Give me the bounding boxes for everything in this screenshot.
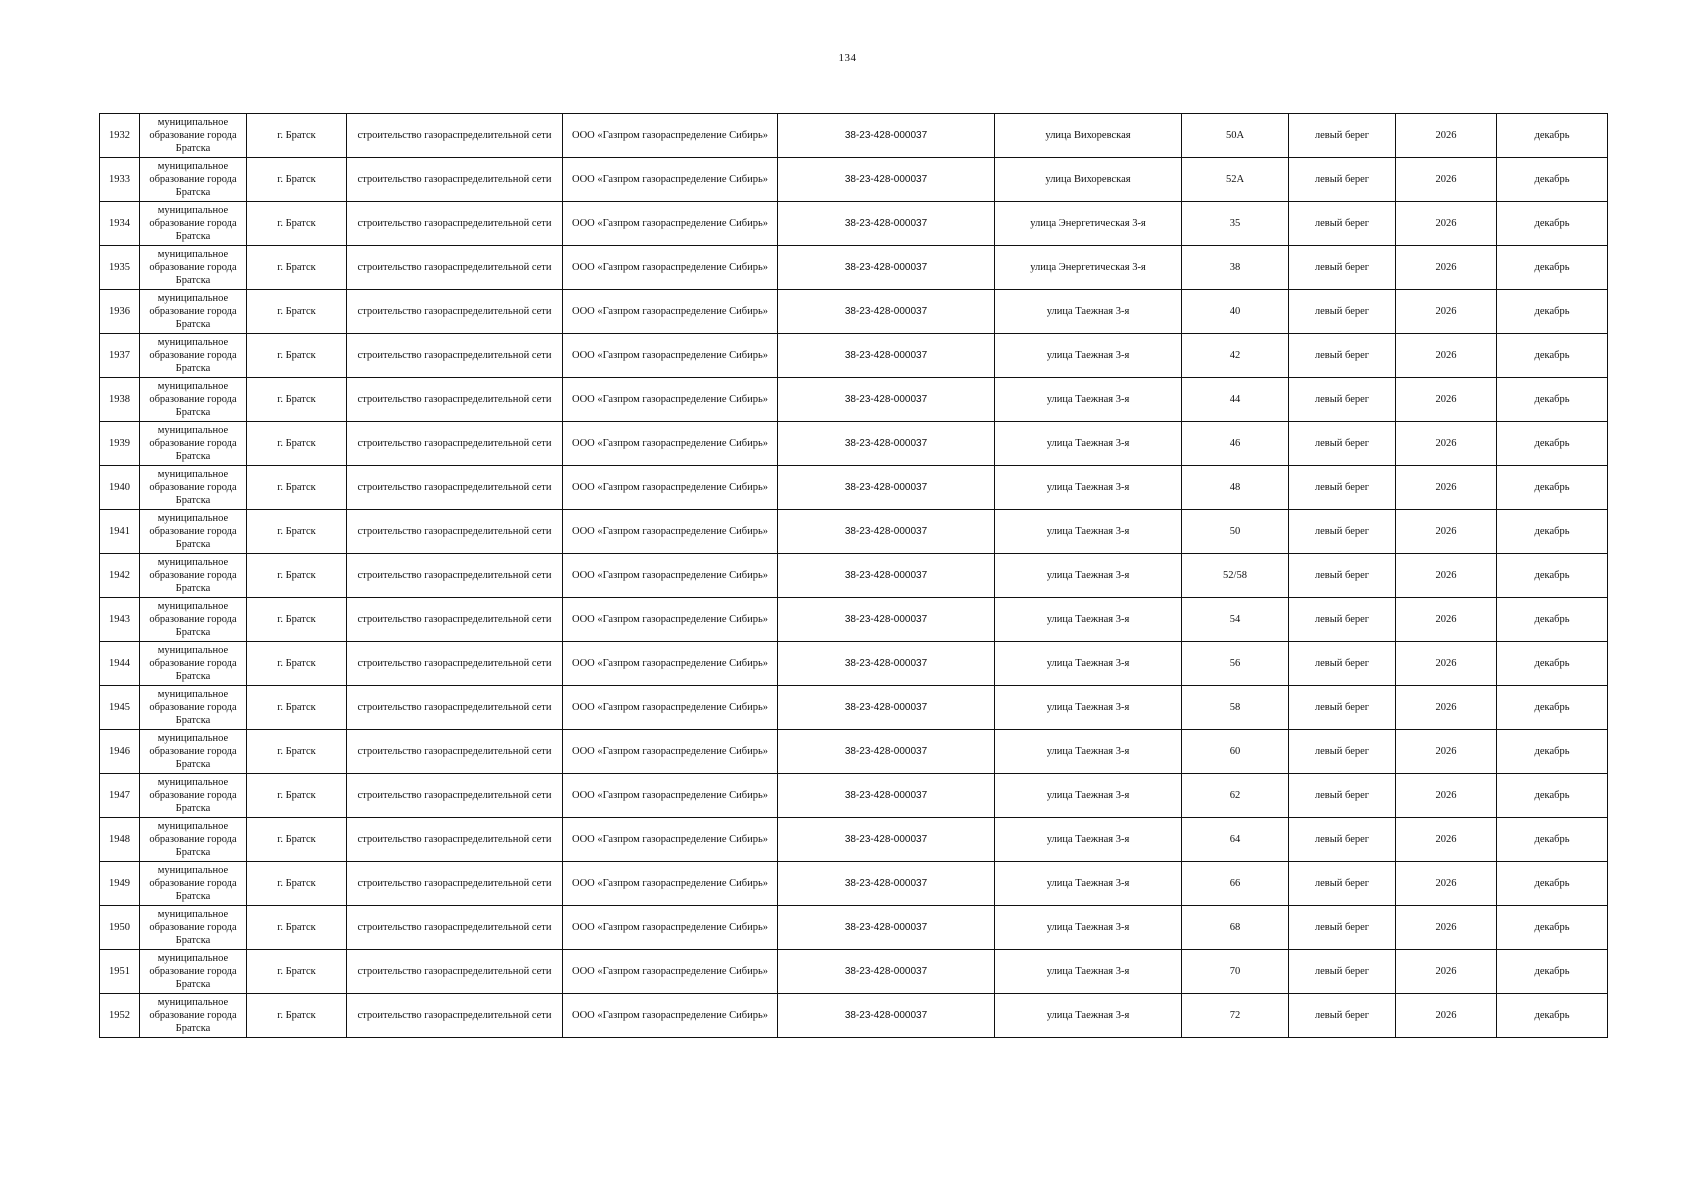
- river-bank-cell: левый берег: [1289, 642, 1396, 686]
- city-cell: г. Братск: [247, 598, 347, 642]
- street-cell: улица Таежная 3-я: [995, 466, 1182, 510]
- object-code-cell: 38-23-428-000037: [778, 730, 995, 774]
- municipality-cell: муниципальное образование города Братска: [140, 334, 247, 378]
- river-bank-cell: левый берег: [1289, 202, 1396, 246]
- object-code-cell: 38-23-428-000037: [778, 774, 995, 818]
- house-number-cell: 35: [1182, 202, 1289, 246]
- object-code-cell: 38-23-428-000037: [778, 510, 995, 554]
- year-cell: 2026: [1396, 994, 1497, 1038]
- year-cell: 2026: [1396, 510, 1497, 554]
- object-code-cell: 38-23-428-000037: [778, 334, 995, 378]
- city-cell: г. Братск: [247, 554, 347, 598]
- work-type-cell: строительство газораспределительной сети: [347, 114, 563, 158]
- municipality-cell: муниципальное образование города Братска: [140, 510, 247, 554]
- municipality-cell: муниципальное образование города Братска: [140, 730, 247, 774]
- city-cell: г. Братск: [247, 994, 347, 1038]
- work-type-cell: строительство газораспределительной сети: [347, 554, 563, 598]
- organization-cell: ООО «Газпром газораспределение Сибирь»: [563, 378, 778, 422]
- organization-cell: ООО «Газпром газораспределение Сибирь»: [563, 202, 778, 246]
- street-cell: улица Таежная 3-я: [995, 906, 1182, 950]
- work-type-cell: строительство газораспределительной сети: [347, 378, 563, 422]
- year-cell: 2026: [1396, 202, 1497, 246]
- house-number-cell: 40: [1182, 290, 1289, 334]
- organization-cell: ООО «Газпром газораспределение Сибирь»: [563, 994, 778, 1038]
- municipality-cell: муниципальное образование города Братска: [140, 554, 247, 598]
- table-row: [100, 730, 1608, 774]
- river-bank-cell: левый берег: [1289, 554, 1396, 598]
- house-number-cell: 72: [1182, 994, 1289, 1038]
- work-type-cell: строительство газораспределительной сети: [347, 422, 563, 466]
- month-cell: декабрь: [1497, 334, 1608, 378]
- month-cell: декабрь: [1497, 378, 1608, 422]
- month-cell: декабрь: [1497, 818, 1608, 862]
- river-bank-cell: левый берег: [1289, 510, 1396, 554]
- table-row: [100, 642, 1608, 686]
- table-row: [100, 994, 1608, 1038]
- gasification-schedule-table: [99, 113, 1608, 1038]
- house-number-cell: 56: [1182, 642, 1289, 686]
- house-number-cell: 38: [1182, 246, 1289, 290]
- row-number-cell: 1943: [100, 598, 140, 642]
- month-cell: декабрь: [1497, 906, 1608, 950]
- city-cell: г. Братск: [247, 114, 347, 158]
- municipality-cell: муниципальное образование города Братска: [140, 290, 247, 334]
- month-cell: декабрь: [1497, 202, 1608, 246]
- row-number-cell: 1935: [100, 246, 140, 290]
- month-cell: декабрь: [1497, 466, 1608, 510]
- river-bank-cell: левый берег: [1289, 422, 1396, 466]
- city-cell: г. Братск: [247, 290, 347, 334]
- row-number-cell: 1946: [100, 730, 140, 774]
- street-cell: улица Таежная 3-я: [995, 422, 1182, 466]
- object-code-cell: 38-23-428-000037: [778, 466, 995, 510]
- organization-cell: ООО «Газпром газораспределение Сибирь»: [563, 862, 778, 906]
- year-cell: 2026: [1396, 818, 1497, 862]
- year-cell: 2026: [1396, 334, 1497, 378]
- row-number-cell: 1938: [100, 378, 140, 422]
- house-number-cell: 68: [1182, 906, 1289, 950]
- river-bank-cell: левый берег: [1289, 158, 1396, 202]
- house-number-cell: 62: [1182, 774, 1289, 818]
- table-row: [100, 510, 1608, 554]
- object-code-cell: 38-23-428-000037: [778, 862, 995, 906]
- work-type-cell: строительство газораспределительной сети: [347, 642, 563, 686]
- row-number-cell: 1933: [100, 158, 140, 202]
- house-number-cell: 46: [1182, 422, 1289, 466]
- year-cell: 2026: [1396, 730, 1497, 774]
- organization-cell: ООО «Газпром газораспределение Сибирь»: [563, 290, 778, 334]
- organization-cell: ООО «Газпром газораспределение Сибирь»: [563, 818, 778, 862]
- street-cell: улица Таежная 3-я: [995, 818, 1182, 862]
- row-number-cell: 1949: [100, 862, 140, 906]
- street-cell: улица Таежная 3-я: [995, 862, 1182, 906]
- organization-cell: ООО «Газпром газораспределение Сибирь»: [563, 510, 778, 554]
- river-bank-cell: левый берег: [1289, 378, 1396, 422]
- month-cell: декабрь: [1497, 642, 1608, 686]
- table-row: [100, 774, 1608, 818]
- organization-cell: ООО «Газпром газораспределение Сибирь»: [563, 598, 778, 642]
- row-number-cell: 1944: [100, 642, 140, 686]
- municipality-cell: муниципальное образование города Братска: [140, 114, 247, 158]
- year-cell: 2026: [1396, 774, 1497, 818]
- work-type-cell: строительство газораспределительной сети: [347, 290, 563, 334]
- street-cell: улица Таежная 3-я: [995, 378, 1182, 422]
- month-cell: декабрь: [1497, 158, 1608, 202]
- city-cell: г. Братск: [247, 378, 347, 422]
- municipality-cell: муниципальное образование города Братска: [140, 950, 247, 994]
- year-cell: 2026: [1396, 686, 1497, 730]
- work-type-cell: строительство газораспределительной сети: [347, 158, 563, 202]
- month-cell: декабрь: [1497, 554, 1608, 598]
- row-number-cell: 1940: [100, 466, 140, 510]
- city-cell: г. Братск: [247, 862, 347, 906]
- organization-cell: ООО «Газпром газораспределение Сибирь»: [563, 950, 778, 994]
- month-cell: декабрь: [1497, 246, 1608, 290]
- city-cell: г. Братск: [247, 202, 347, 246]
- table-row: [100, 378, 1608, 422]
- street-cell: улица Таежная 3-я: [995, 290, 1182, 334]
- work-type-cell: строительство газораспределительной сети: [347, 202, 563, 246]
- organization-cell: ООО «Газпром газораспределение Сибирь»: [563, 642, 778, 686]
- work-type-cell: строительство газораспределительной сети: [347, 510, 563, 554]
- object-code-cell: 38-23-428-000037: [778, 158, 995, 202]
- table-row: [100, 246, 1608, 290]
- row-number-cell: 1934: [100, 202, 140, 246]
- object-code-cell: 38-23-428-000037: [778, 114, 995, 158]
- municipality-cell: муниципальное образование города Братска: [140, 378, 247, 422]
- object-code-cell: 38-23-428-000037: [778, 818, 995, 862]
- object-code-cell: 38-23-428-000037: [778, 994, 995, 1038]
- river-bank-cell: левый берег: [1289, 598, 1396, 642]
- work-type-cell: строительство газораспределительной сети: [347, 906, 563, 950]
- house-number-cell: 60: [1182, 730, 1289, 774]
- object-code-cell: 38-23-428-000037: [778, 378, 995, 422]
- street-cell: улица Таежная 3-я: [995, 598, 1182, 642]
- object-code-cell: 38-23-428-000037: [778, 950, 995, 994]
- city-cell: г. Братск: [247, 818, 347, 862]
- year-cell: 2026: [1396, 158, 1497, 202]
- river-bank-cell: левый берег: [1289, 818, 1396, 862]
- street-cell: улица Таежная 3-я: [995, 510, 1182, 554]
- month-cell: декабрь: [1497, 510, 1608, 554]
- year-cell: 2026: [1396, 246, 1497, 290]
- work-type-cell: строительство газораспределительной сети: [347, 598, 563, 642]
- object-code-cell: 38-23-428-000037: [778, 422, 995, 466]
- work-type-cell: строительство газораспределительной сети: [347, 862, 563, 906]
- row-number-cell: 1950: [100, 906, 140, 950]
- object-code-cell: 38-23-428-000037: [778, 686, 995, 730]
- month-cell: декабрь: [1497, 290, 1608, 334]
- month-cell: декабрь: [1497, 598, 1608, 642]
- organization-cell: ООО «Газпром газораспределение Сибирь»: [563, 158, 778, 202]
- object-code-cell: 38-23-428-000037: [778, 290, 995, 334]
- street-cell: улица Таежная 3-я: [995, 994, 1182, 1038]
- row-number-cell: 1945: [100, 686, 140, 730]
- organization-cell: ООО «Газпром газораспределение Сибирь»: [563, 730, 778, 774]
- street-cell: улица Таежная 3-я: [995, 554, 1182, 598]
- house-number-cell: 52/58: [1182, 554, 1289, 598]
- row-number-cell: 1939: [100, 422, 140, 466]
- year-cell: 2026: [1396, 862, 1497, 906]
- street-cell: улица Таежная 3-я: [995, 950, 1182, 994]
- municipality-cell: муниципальное образование города Братска: [140, 818, 247, 862]
- table-row: [100, 202, 1608, 246]
- table-row: [100, 290, 1608, 334]
- street-cell: улица Таежная 3-я: [995, 774, 1182, 818]
- municipality-cell: муниципальное образование города Братска: [140, 862, 247, 906]
- month-cell: декабрь: [1497, 730, 1608, 774]
- city-cell: г. Братск: [247, 246, 347, 290]
- work-type-cell: строительство газораспределительной сети: [347, 686, 563, 730]
- row-number-cell: 1937: [100, 334, 140, 378]
- city-cell: г. Братск: [247, 950, 347, 994]
- month-cell: декабрь: [1497, 774, 1608, 818]
- row-number-cell: 1941: [100, 510, 140, 554]
- row-number-cell: 1942: [100, 554, 140, 598]
- work-type-cell: строительство газораспределительной сети: [347, 818, 563, 862]
- year-cell: 2026: [1396, 114, 1497, 158]
- work-type-cell: строительство газораспределительной сети: [347, 246, 563, 290]
- house-number-cell: 48: [1182, 466, 1289, 510]
- organization-cell: ООО «Газпром газораспределение Сибирь»: [563, 906, 778, 950]
- table-row: [100, 158, 1608, 202]
- river-bank-cell: левый берег: [1289, 114, 1396, 158]
- object-code-cell: 38-23-428-000037: [778, 642, 995, 686]
- house-number-cell: 66: [1182, 862, 1289, 906]
- year-cell: 2026: [1396, 906, 1497, 950]
- house-number-cell: 70: [1182, 950, 1289, 994]
- municipality-cell: муниципальное образование города Братска: [140, 994, 247, 1038]
- object-code-cell: 38-23-428-000037: [778, 598, 995, 642]
- table-row: [100, 466, 1608, 510]
- month-cell: декабрь: [1497, 950, 1608, 994]
- organization-cell: ООО «Газпром газораспределение Сибирь»: [563, 114, 778, 158]
- house-number-cell: 44: [1182, 378, 1289, 422]
- organization-cell: ООО «Газпром газораспределение Сибирь»: [563, 774, 778, 818]
- city-cell: г. Братск: [247, 334, 347, 378]
- work-type-cell: строительство газораспределительной сети: [347, 730, 563, 774]
- municipality-cell: муниципальное образование города Братска: [140, 774, 247, 818]
- street-cell: улица Таежная 3-я: [995, 334, 1182, 378]
- table-row: [100, 686, 1608, 730]
- month-cell: декабрь: [1497, 686, 1608, 730]
- river-bank-cell: левый берег: [1289, 774, 1396, 818]
- river-bank-cell: левый берег: [1289, 994, 1396, 1038]
- house-number-cell: 42: [1182, 334, 1289, 378]
- river-bank-cell: левый берег: [1289, 334, 1396, 378]
- year-cell: 2026: [1396, 642, 1497, 686]
- street-cell: улица Вихоревская: [995, 114, 1182, 158]
- month-cell: декабрь: [1497, 114, 1608, 158]
- row-number-cell: 1952: [100, 994, 140, 1038]
- river-bank-cell: левый берег: [1289, 686, 1396, 730]
- work-type-cell: строительство газораспределительной сети: [347, 466, 563, 510]
- work-type-cell: строительство газораспределительной сети: [347, 774, 563, 818]
- city-cell: г. Братск: [247, 774, 347, 818]
- table-row: [100, 114, 1608, 158]
- organization-cell: ООО «Газпром газораспределение Сибирь»: [563, 554, 778, 598]
- year-cell: 2026: [1396, 466, 1497, 510]
- year-cell: 2026: [1396, 422, 1497, 466]
- city-cell: г. Братск: [247, 906, 347, 950]
- municipality-cell: муниципальное образование города Братска: [140, 642, 247, 686]
- row-number-cell: 1948: [100, 818, 140, 862]
- object-code-cell: 38-23-428-000037: [778, 554, 995, 598]
- object-code-cell: 38-23-428-000037: [778, 202, 995, 246]
- municipality-cell: муниципальное образование города Братска: [140, 598, 247, 642]
- house-number-cell: 64: [1182, 818, 1289, 862]
- street-cell: улица Таежная 3-я: [995, 642, 1182, 686]
- month-cell: декабрь: [1497, 994, 1608, 1038]
- city-cell: г. Братск: [247, 730, 347, 774]
- street-cell: улица Энергетическая 3-я: [995, 246, 1182, 290]
- river-bank-cell: левый берег: [1289, 950, 1396, 994]
- row-number-cell: 1932: [100, 114, 140, 158]
- municipality-cell: муниципальное образование города Братска: [140, 686, 247, 730]
- table-row: [100, 906, 1608, 950]
- table-row: [100, 554, 1608, 598]
- city-cell: г. Братск: [247, 642, 347, 686]
- month-cell: декабрь: [1497, 862, 1608, 906]
- city-cell: г. Братск: [247, 422, 347, 466]
- organization-cell: ООО «Газпром газораспределение Сибирь»: [563, 334, 778, 378]
- river-bank-cell: левый берег: [1289, 862, 1396, 906]
- street-cell: улица Энергетическая 3-я: [995, 202, 1182, 246]
- municipality-cell: муниципальное образование города Братска: [140, 202, 247, 246]
- year-cell: 2026: [1396, 554, 1497, 598]
- city-cell: г. Братск: [247, 158, 347, 202]
- city-cell: г. Братск: [247, 686, 347, 730]
- municipality-cell: муниципальное образование города Братска: [140, 422, 247, 466]
- table-row: [100, 862, 1608, 906]
- municipality-cell: муниципальное образование города Братска: [140, 246, 247, 290]
- river-bank-cell: левый берег: [1289, 906, 1396, 950]
- organization-cell: ООО «Газпром газораспределение Сибирь»: [563, 466, 778, 510]
- river-bank-cell: левый берег: [1289, 290, 1396, 334]
- river-bank-cell: левый берег: [1289, 730, 1396, 774]
- row-number-cell: 1947: [100, 774, 140, 818]
- row-number-cell: 1936: [100, 290, 140, 334]
- table-row: [100, 950, 1608, 994]
- municipality-cell: муниципальное образование города Братска: [140, 466, 247, 510]
- house-number-cell: 50: [1182, 510, 1289, 554]
- year-cell: 2026: [1396, 378, 1497, 422]
- house-number-cell: 50А: [1182, 114, 1289, 158]
- house-number-cell: 58: [1182, 686, 1289, 730]
- river-bank-cell: левый берег: [1289, 246, 1396, 290]
- year-cell: 2026: [1396, 598, 1497, 642]
- row-number-cell: 1951: [100, 950, 140, 994]
- work-type-cell: строительство газораспределительной сети: [347, 950, 563, 994]
- street-cell: улица Таежная 3-я: [995, 686, 1182, 730]
- month-cell: декабрь: [1497, 422, 1608, 466]
- river-bank-cell: левый берег: [1289, 466, 1396, 510]
- year-cell: 2026: [1396, 950, 1497, 994]
- table-row: [100, 422, 1608, 466]
- organization-cell: ООО «Газпром газораспределение Сибирь»: [563, 246, 778, 290]
- table-row: [100, 818, 1608, 862]
- table-row: [100, 334, 1608, 378]
- object-code-cell: 38-23-428-000037: [778, 906, 995, 950]
- object-code-cell: 38-23-428-000037: [778, 246, 995, 290]
- street-cell: улица Таежная 3-я: [995, 730, 1182, 774]
- city-cell: г. Братск: [247, 510, 347, 554]
- table-body: [100, 114, 1608, 1038]
- house-number-cell: 52А: [1182, 158, 1289, 202]
- city-cell: г. Братск: [247, 466, 347, 510]
- municipality-cell: муниципальное образование города Братска: [140, 906, 247, 950]
- page-number: 134: [838, 52, 857, 64]
- work-type-cell: строительство газораспределительной сети: [347, 994, 563, 1038]
- house-number-cell: 54: [1182, 598, 1289, 642]
- organization-cell: ООО «Газпром газораспределение Сибирь»: [563, 422, 778, 466]
- street-cell: улица Вихоревская: [995, 158, 1182, 202]
- municipality-cell: муниципальное образование города Братска: [140, 158, 247, 202]
- table-row: [100, 598, 1608, 642]
- organization-cell: ООО «Газпром газораспределение Сибирь»: [563, 686, 778, 730]
- year-cell: 2026: [1396, 290, 1497, 334]
- work-type-cell: строительство газораспределительной сети: [347, 334, 563, 378]
